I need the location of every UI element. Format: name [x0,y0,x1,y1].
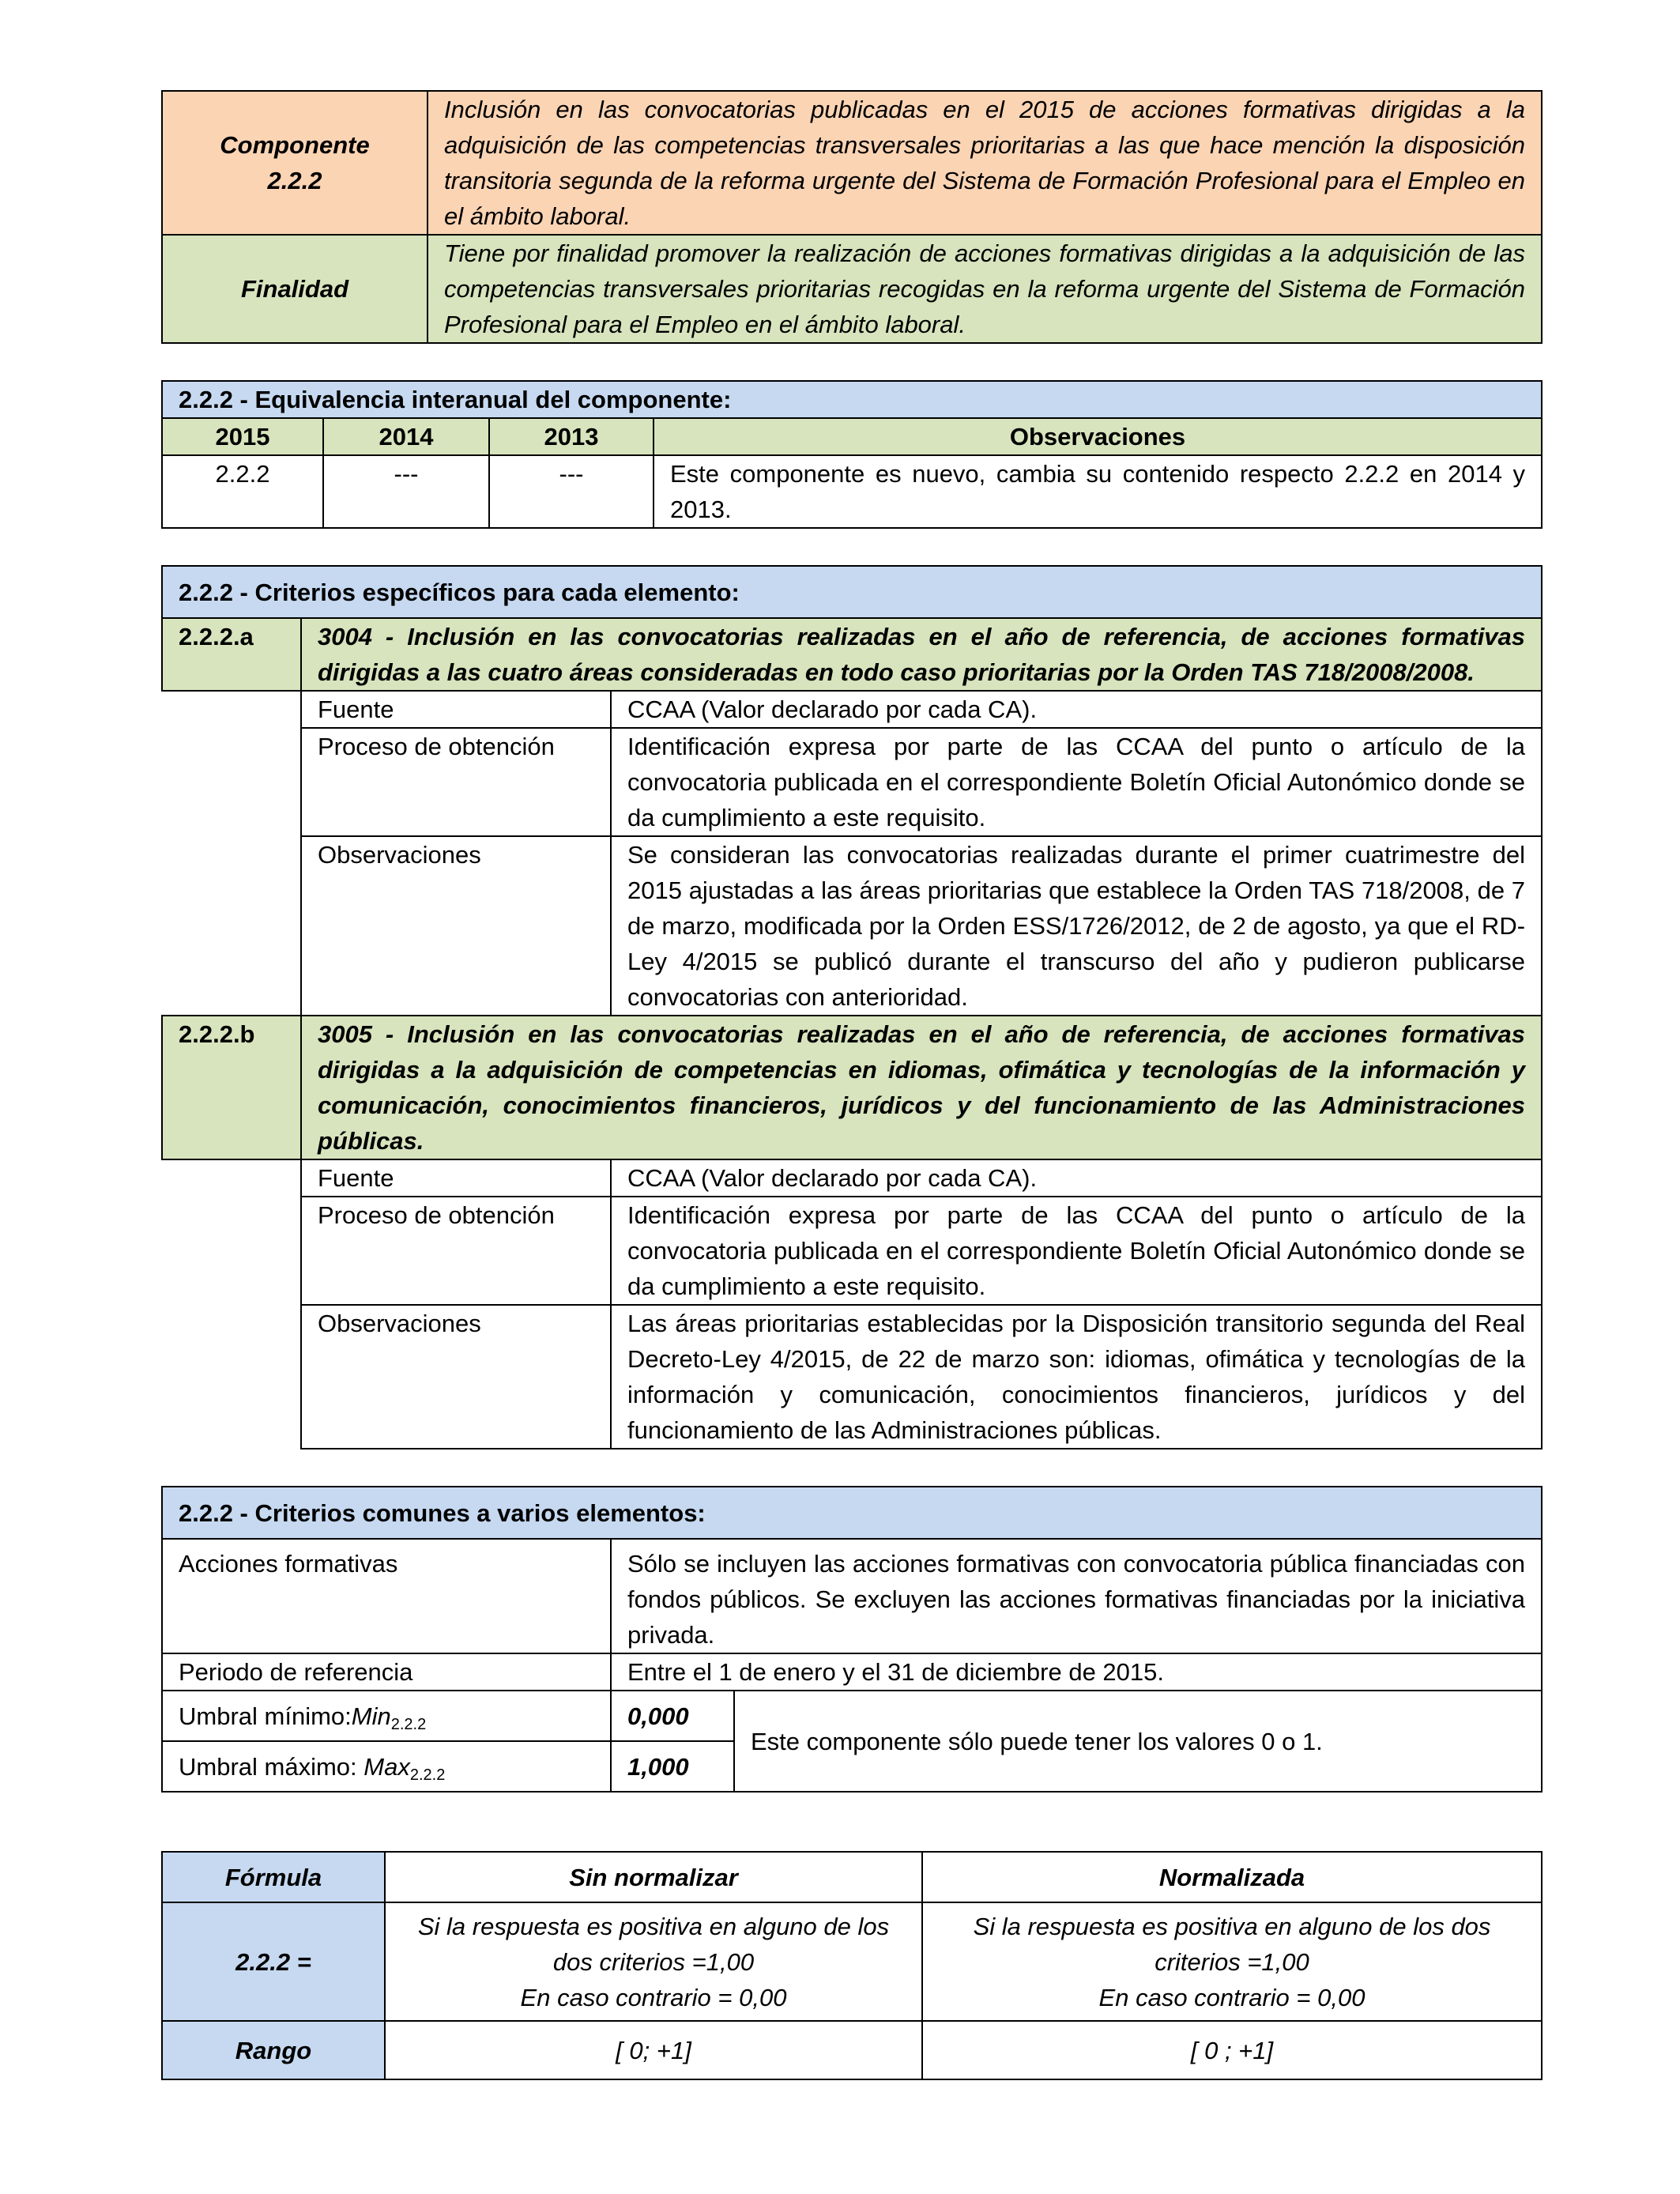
element-a-row-fuente [162,691,1542,728]
min-symbol: Min [351,1702,391,1730]
max-subscript: 2.2.2 [409,1766,446,1784]
max-threshold-value: 1,000 [611,1741,734,1792]
cell-observaciones: Este componente es nuevo, cambia su contenido respecto 2.2.2 en 2014 y 2013. [654,455,1542,528]
formula-norm-line1: Si la respuesta es positiva en alguno de los dos criterios =1,00 [973,1912,1491,1976]
max-threshold-label [162,1741,611,1792]
formula-row [162,1902,1542,2021]
range-normalized: [ 0 ; +1] [922,2021,1542,2079]
formula-normalized [922,1902,1542,2021]
component-row [162,91,1542,235]
row-text: Sólo se incluyen las acciones formativas con convocatoria pública financiadas con fondos públicos. Se excluyen las acciones formativas financiadas por la iniciativa privada. [611,1539,1542,1653]
element-a-header [162,618,1542,691]
element-b-row-fuente [162,1159,1542,1197]
component-description: Inclusión en las convocatorias publicadas en el 2015 de acciones formativas dirigidas a la adquisición de las competencias transversales prioritarias a las que hace mención la disposición transitoria segunda de la reforma urgente del Sistema de Formación Profesional para el Empleo en el ámbito laboral. [428,91,1542,235]
min-subscript: 2.2.2 [390,1715,427,1733]
header-sin-normalizar: Sin normalizar [385,1852,922,1902]
row-label: Acciones formativas [162,1539,611,1653]
element-code: 2.2.2.a [162,618,301,691]
header-2013: 2013 [489,418,654,455]
row-text: Identificación expresa por parte de las CCAA del punto o artículo de la convocatoria publicada en el correspondiente Boletín Oficial Autonómico donde se da cumplimiento a este requisito. [611,728,1542,836]
range-raw: [ 0; +1] [385,2021,922,2079]
equivalence-header-row [162,418,1542,455]
formula-raw [385,1902,922,2021]
component-label [162,91,428,235]
common-row-min [162,1691,1542,1741]
row-label: Fuente [301,691,611,728]
common-row-periodo [162,1653,1542,1691]
formula-label: 2.2.2 = [162,1902,385,2021]
specific-criteria-table [161,565,1543,1449]
equivalence-title: 2.2.2 - Equivalencia interanual del componente: [162,381,1542,418]
cell-2013: --- [489,455,654,528]
row-label: Periodo de referencia [162,1653,611,1691]
row-text: Se consideran las convocatorias realizadas durante el primer cuatrimestre del 2015 ajustadas a las áreas prioritarias que establece la Orden TAS 718/2008, de 7 de marzo, modificada por la Orden ESS/1726/2012, de 2 de agosto, ya que el RD-Ley 4/2015 se publicó durante el transcurso del año y pudieron publicarse convocatorias con anterioridad. [611,836,1542,1016]
element-a-row-proceso [162,728,1542,836]
cell-2014: --- [323,455,489,528]
equivalence-data-row [162,455,1542,528]
equivalence-table [161,380,1543,529]
row-text: Las áreas prioritarias establecidas por la Disposición transitorio segunda del Real Decreto-Ley 4/2015, de 22 de marzo son: idiomas, ofimática y tecnologías de la información y comunicación, conocimientos financieros, jurídicos y del funcionamiento de las Administraciones públicas. [611,1305,1542,1449]
purpose-text: Tiene por finalidad promover la realización de acciones formativas dirigidas a la adquisición de las competencias transversales prioritarias recogidas en la reforma urgente del Sistema de Formación Profesional para el Empleo en el ámbito laboral. [428,235,1542,343]
header-normalizada: Normalizada [922,1852,1542,1902]
row-text: CCAA (Valor declarado por cada CA). [611,1159,1542,1197]
purpose-label: Finalidad [162,235,428,343]
element-b-row-proceso [162,1197,1542,1305]
row-text: CCAA (Valor declarado por cada CA). [611,691,1542,728]
header-observaciones: Observaciones [654,418,1542,455]
range-row [162,2021,1542,2079]
row-label: Observaciones [301,1305,611,1449]
common-row-acciones [162,1539,1542,1653]
row-label: Observaciones [301,836,611,1016]
row-text: Identificación expresa por parte de las CCAA del punto o artículo de la convocatoria publicada en el correspondiente Boletín Oficial Autonómico donde se da cumplimiento a este requisito. [611,1197,1542,1305]
header-2014: 2014 [323,418,489,455]
common-criteria-table [161,1486,1543,1793]
row-label: Proceso de obtención [301,1197,611,1305]
element-b-header [162,1016,1542,1159]
min-threshold-label [162,1691,611,1741]
range-label: Rango [162,2021,385,2079]
row-label: Proceso de obtención [301,728,611,836]
values-note: Este componente sólo puede tener los valores 0 o 1. [734,1691,1542,1792]
element-title: 3004 - Inclusión en las convocatorias realizadas en el año de referencia, de acciones formativas dirigidas a las cuatro áreas consideradas en todo caso prioritarias por la Orden TAS 718/2008/2008. [301,618,1542,691]
formula-table [161,1851,1543,2080]
purpose-row [162,235,1542,343]
element-code: 2.2.2.b [162,1016,301,1159]
formula-raw-line1: Si la respuesta es positiva en alguno de los dos criterios =1,00 [417,1912,890,1976]
element-b-row-observaciones [162,1305,1542,1449]
formula-norm-line2: En caso contrario = 0,00 [1098,1983,1365,2011]
row-label: Fuente [301,1159,611,1197]
formula-raw-line2: En caso contrario = 0,00 [520,1983,787,2011]
header-formula: Fórmula [162,1852,385,1902]
element-a-row-observaciones [162,836,1542,1016]
document-page [161,90,1541,2080]
max-label-text: Umbral máximo: [179,1752,364,1781]
formula-header-row [162,1852,1542,1902]
header-2015: 2015 [162,418,323,455]
element-title: 3005 - Inclusión en las convocatorias realizadas en el año de referencia, de acciones formativas dirigidas a la adquisición de competencias en idiomas, ofimática y tecnologías de la información y comunicación, conocimientos financieros, jurídicos y del funcionamiento de las Administraciones públicas. [301,1016,1542,1159]
max-symbol: Max [363,1752,410,1781]
component-table [161,90,1543,344]
min-threshold-value: 0,000 [611,1691,734,1741]
component-label-line2: 2.2.2 [267,167,322,194]
common-title: 2.2.2 - Criterios comunes a varios elementos: [162,1487,1542,1539]
component-label-line1: Componente [220,131,370,159]
row-text: Entre el 1 de enero y el 31 de diciembre de 2015. [611,1653,1542,1691]
cell-2015: 2.2.2 [162,455,323,528]
specific-title: 2.2.2 - Criterios específicos para cada elemento: [162,566,1542,618]
min-label-text: Umbral mínimo: [179,1702,352,1730]
